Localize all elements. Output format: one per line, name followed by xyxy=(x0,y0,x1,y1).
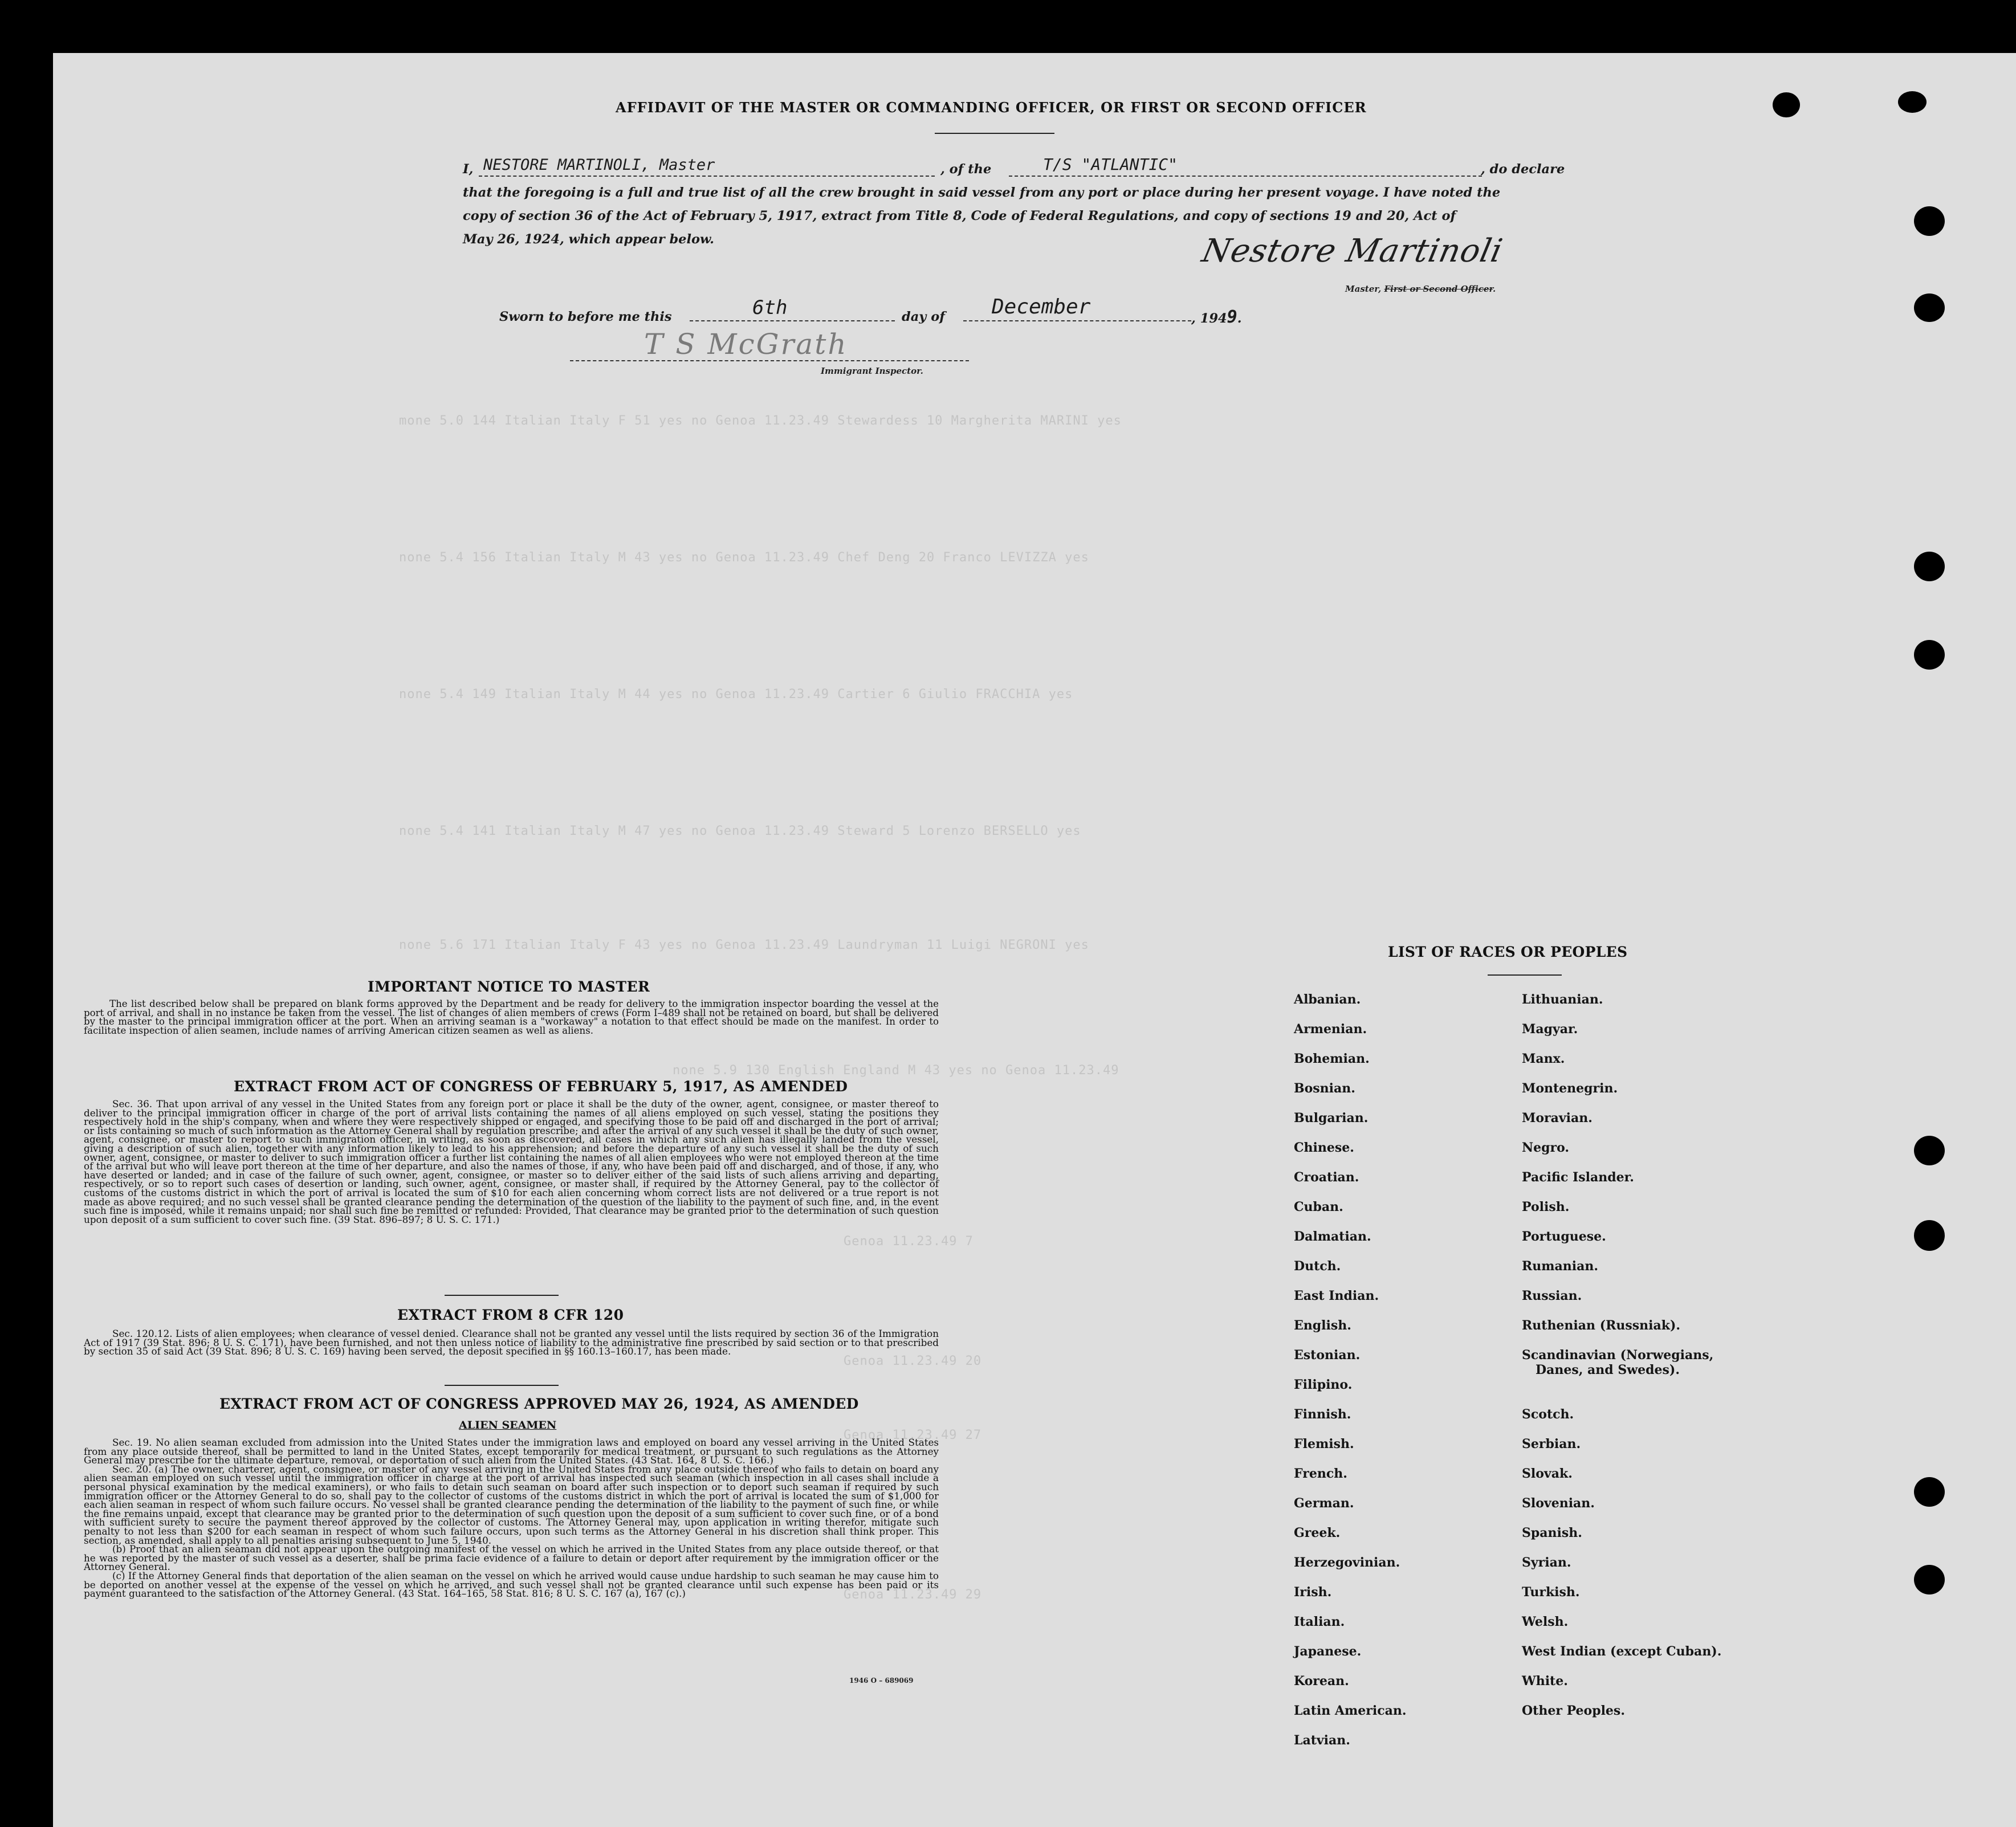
race-item: Scandinavian (Norwegians, xyxy=(1522,1348,1714,1363)
cfr-rule xyxy=(445,1385,559,1386)
year-label: , 1949. xyxy=(1191,307,1242,327)
punch-hole xyxy=(1914,552,1945,581)
race-item: Greek. xyxy=(1294,1526,1341,1540)
race-item: Pacific Islander. xyxy=(1522,1170,1634,1185)
races-title-rule xyxy=(1488,974,1562,976)
race-item: Croatian. xyxy=(1294,1170,1359,1185)
print-code: 1946 O – 689069 xyxy=(849,1677,914,1685)
struck-officer-caption: First or Second Officer xyxy=(1384,284,1493,294)
master-name-handwritten: NESTORE MARTINOLI, Master xyxy=(483,156,715,174)
punch-hole xyxy=(1914,293,1945,322)
master-caption: Master, First or Second Officer. xyxy=(1345,284,1496,294)
race-item: Russian. xyxy=(1522,1288,1582,1303)
punch-hole xyxy=(1914,640,1945,670)
race-item: Polish. xyxy=(1522,1200,1570,1214)
act-1917-text: Sec. 36. That upon arrival of any vessel in the United States from any foreign port or place it shall be the duty of the owner, agent, consignee, or master thereof to deliver to the principal immigration officer in charge of the port of arrival lists containing the names of all aliens employed on such vessel, stating the positions they respectively hold in the ship's company, when and where they were respectively shipped or engaged, and specifying those to be paid off and discharged in the port of arrival; or lists containing so much of such information as the Attorney General shall by regulation prescribe; and after the arrival of any such vessel it shall be the duty of such owner, agent, consignee, or master to report to such immigration officer, in writing, as soon as discovered, all cases in which any such alien has illegally landed from the vessel, giving a description of such alien, together with any information likely to lead to his apprehension; and before the departure of any such vessel it shall be the duty of such owner, agent, consignee, or master to deliver to such immigration officer a further list containing the names of all alien employees who were not employed thereon at the time of the arrival but who will leave port thereon at the time of her departure, and also the names of those, if any, who have been paid off and discharged, and of those, if any, who have deserted or landed; and in case of the failure of such owner, agent, consignee, or master so to deliver either of the said lists of such aliens arriving and departing, respectively, or so to report such cases of desertion or landing, such owner, agent, consignee, or master shall, if required by the Attorney General, pay to the collector of customs of the customs district in which the port of arrival is located the sum of $10 for each alien concerning whom correct lists are not delivered or a true report is not made as above required; and no such vessel shall be granted clearance pending the determination of the question of the liability to the payment of such fine, and, in the event such fine is imposed, while it remains unpaid; nor shall such fine be remitted or refunded: Provided, That clearance may be granted prior to the determination of such question upon deposit of a sum sufficient to cover such fine. (39 Stat. 896–897; 8 U. S. C. 171.) xyxy=(84,1098,939,1225)
race-item: Chinese. xyxy=(1294,1140,1354,1155)
race-item: French. xyxy=(1294,1466,1347,1481)
races-title: LIST OF RACES OR PEOPLES xyxy=(1388,944,1628,960)
race-item: Syrian. xyxy=(1522,1555,1571,1570)
race-item: Albanian. xyxy=(1294,992,1361,1007)
race-item: Herzegovinian. xyxy=(1294,1555,1400,1570)
race-item: Latvian. xyxy=(1294,1733,1350,1748)
punch-hole xyxy=(1914,206,1945,236)
sworn-day-handwritten: 6th xyxy=(752,296,788,319)
sworn-month-handwritten: December xyxy=(992,295,1091,319)
do-declare-label: , do declare xyxy=(1481,162,1565,177)
race-item: Flemish. xyxy=(1294,1437,1354,1451)
race-item: Manx. xyxy=(1522,1051,1565,1066)
race-item: Scotch. xyxy=(1522,1407,1574,1422)
sec-20a-paragraph: Sec. 20. (a) The owner, charterer, agent, consignee, or master of any vessel arriving in the United States from any place outside thereof who fails to detain on board any alien seaman employed on such vessel until the immigration officer in charge at the port of arrival has inspected such seaman (which inspection in all cases shall include a personal physical examination by the medical examiners), or who fails to detain such seaman on board after such inspection or to deport such seaman if required by such immigration officer or the Attorney General to do so, shall pay to the collector of customs of the customs district in which the port of arrival is located the sum of $1,000 for each alien seaman in respect of whom such failure occurs. No vessel shall be granted clearance pending the determination of the liability to the payment of such fine, or while the fine remains unpaid, except that clearance may be granted prior to the determination of such question upon the deposit of a sum sufficient to cover such fine, or of a bond with sufficient surety to secure the payment thereof approved by the collector of customs. The Attorney General may, upon application in writing therefor, mitigate such penalty to not less than $200 for each seaman in respect of whom such failure occurs, upon such terms as the Attorney General in his discretion shall think proper. This section, as amended, shall apply to all penalties arising subsequent to June 5, 1940. xyxy=(84,1463,939,1546)
race-item: Welsh. xyxy=(1522,1614,1569,1629)
vessel-name-line xyxy=(1009,176,1482,177)
declaration-line-2: that the foregoing is a full and true list of all the crew brought in said vessel from any port or place during her present voyage. I have noted the xyxy=(463,185,1501,200)
race-item: East Indian. xyxy=(1294,1288,1379,1303)
declaration-line-3: copy of section 36 of the Act of February 5, 1917, extract from Title 8, Code of Federal Regulations, and copy of sections 19 and 20, Act of xyxy=(463,209,1456,223)
race-item: Moravian. xyxy=(1522,1111,1593,1125)
race-item: Lithuanian. xyxy=(1522,992,1603,1007)
punch-hole xyxy=(1914,1220,1945,1251)
inspector-signature-line xyxy=(570,360,969,361)
act-1924-title: EXTRACT FROM ACT OF CONGRESS APPROVED MAY 26, 1924, AS AMENDED xyxy=(219,1396,859,1412)
sec-20c-paragraph: (c) If the Attorney General finds that deportation of the alien seaman on the vessel on which he arrived would cause undue hardship to such seaman he may cause him to be deported on another vessel at the expense of the vessel on which he arrived, and such vessel shall not be granted clearance until such expense has been paid or its payment guaranteed to the satisfaction of the Attorney General. (43 Stat. 164–165, 58 Stat. 816; 8 U. S. C. 167 (a), 167 (c).) xyxy=(84,1569,939,1600)
race-item: Ruthenian (Russniak). xyxy=(1522,1318,1681,1333)
race-item: Irish. xyxy=(1294,1585,1332,1600)
race-item: Bohemian. xyxy=(1294,1051,1370,1066)
declaration-line-4: May 26, 1924, which appear below. xyxy=(463,232,714,247)
i-label: I, xyxy=(463,162,474,177)
notice-text: The list described below shall be prepared on blank forms approved by the Department and be ready for delivery to the immigration inspector boarding the vessel at the port of arrival, and shall in no instance be taken from the vessel. The list of changes of alien members of crews (Form I–489 shall not be retained on board, but shall be delivered by the master to the principal immigration officer at the port. When an arriving seaman is a "workaway" a notation to that effect should be made on the manifest. In order to facilitate inspection of alien seamen, include names of arriving American citizen seamen as well as aliens. xyxy=(84,998,939,1036)
race-item: Bulgarian. xyxy=(1294,1111,1369,1125)
act-1917-rule xyxy=(445,1295,559,1296)
sec-20b-paragraph: (b) Proof that an alien seaman did not appear upon the outgoing manifest of the vessel on which he arrived in the United States from any place outside thereof, or that he was reported by the master of such vessel as a deserter, shall be prima facie evidence of a failure to detain or deport after requirement by the immigration officer or the Attorney General. xyxy=(84,1543,939,1573)
race-item: Dalmatian. xyxy=(1294,1229,1371,1244)
race-item: Slovak. xyxy=(1522,1466,1573,1481)
race-item: Danes, and Swedes). xyxy=(1536,1363,1680,1377)
race-item: Spanish. xyxy=(1522,1526,1582,1540)
punch-hole xyxy=(1914,1477,1945,1507)
race-item: German. xyxy=(1294,1496,1354,1511)
sworn-month-line xyxy=(963,320,1191,321)
affidavit-title: AFFIDAVIT OF THE MASTER OR COMMANDING OFFICER, OR FIRST OR SECOND OFFICER xyxy=(616,99,1367,116)
race-item: Montenegrin. xyxy=(1522,1081,1618,1096)
race-item: Other Peoples. xyxy=(1522,1703,1625,1718)
race-item: Armenian. xyxy=(1294,1022,1367,1037)
vessel-name-handwritten: T/S "ATLANTIC" xyxy=(1043,155,1178,174)
act-1924-text xyxy=(84,1438,939,1598)
punch-hole xyxy=(1773,92,1800,117)
race-item: White. xyxy=(1522,1674,1568,1689)
day-of-label: day of xyxy=(902,309,945,324)
race-item: Dutch. xyxy=(1294,1259,1341,1274)
alien-seamen-subtitle: ALIEN SEAMEN xyxy=(459,1419,557,1432)
race-item: Bosnian. xyxy=(1294,1081,1355,1096)
punch-hole xyxy=(1914,1136,1945,1165)
race-item: Turkish. xyxy=(1522,1585,1580,1600)
act-1917-title: EXTRACT FROM ACT OF CONGRESS OF FEBRUARY 5, 1917, AS AMENDED xyxy=(234,1078,848,1095)
of-the-label: , of the xyxy=(940,162,992,177)
race-item: Latin American. xyxy=(1294,1703,1407,1718)
race-item: Estonian. xyxy=(1294,1348,1361,1363)
race-item: Serbian. xyxy=(1522,1437,1581,1451)
race-item: Japanese. xyxy=(1294,1644,1362,1659)
race-item: Slovenian. xyxy=(1522,1496,1595,1511)
race-item: Magyar. xyxy=(1522,1022,1578,1037)
notice-title: IMPORTANT NOTICE TO MASTER xyxy=(368,978,650,995)
race-item: Filipino. xyxy=(1294,1377,1353,1392)
cfr-text: Sec. 120.12. Lists of alien employees; when clearance of vessel denied. Clearance shall not be granted any vessel until the lists required by section 36 of the Immigration Act of 1917 (39 Stat. 896; 8 U. S. C. 171), have been furnished, and not then unless notice of liability to the administrative fine prescribed by said section or to that prescribed by section 35 of said Act (39 Stat. 896; 8 U. S. C. 169) having been served, the deposit specified in §§ 160.13–160.17, has been made. xyxy=(84,1328,939,1357)
race-item: English. xyxy=(1294,1318,1351,1333)
race-item: West Indian (except Cuban). xyxy=(1522,1644,1722,1659)
race-item: Italian. xyxy=(1294,1614,1345,1629)
sworn-label: Sworn to before me this xyxy=(499,309,672,324)
declaration-line-1 xyxy=(463,158,473,181)
race-item: Negro. xyxy=(1522,1140,1570,1155)
race-item: Rumanian. xyxy=(1522,1259,1599,1274)
cfr-title: EXTRACT FROM 8 CFR 120 xyxy=(397,1307,624,1323)
master-signature: Nestore Martinoli xyxy=(1199,233,1506,270)
sec-19-paragraph: Sec. 19. No alien seaman excluded from admission into the United States under the immigration laws and employed on board any vessel arriving in the United States from any place outside thereof, shall be permitted to land in the United States, except temporarily for medical treatment, or pursuant to such regulations as the Attorney General may prescribe for the ultimate departure, removal, or deportation of such alien from the United States. (43 Stat. 164, 8 U. S. C. 166.) xyxy=(84,1437,939,1466)
inspector-signature: T S McGrath xyxy=(644,328,848,361)
race-item: Finnish. xyxy=(1294,1407,1351,1422)
punch-hole xyxy=(1898,91,1927,113)
title-rule xyxy=(935,133,1054,134)
race-item: Cuban. xyxy=(1294,1200,1343,1214)
inspector-caption: Immigrant Inspector. xyxy=(821,366,923,376)
year-handwritten: 9 xyxy=(1227,307,1237,327)
punch-hole xyxy=(1914,1565,1945,1594)
master-name-line xyxy=(479,176,935,177)
sworn-day-line xyxy=(690,320,895,321)
race-item: Korean. xyxy=(1294,1674,1349,1689)
race-item: Portuguese. xyxy=(1522,1229,1606,1244)
